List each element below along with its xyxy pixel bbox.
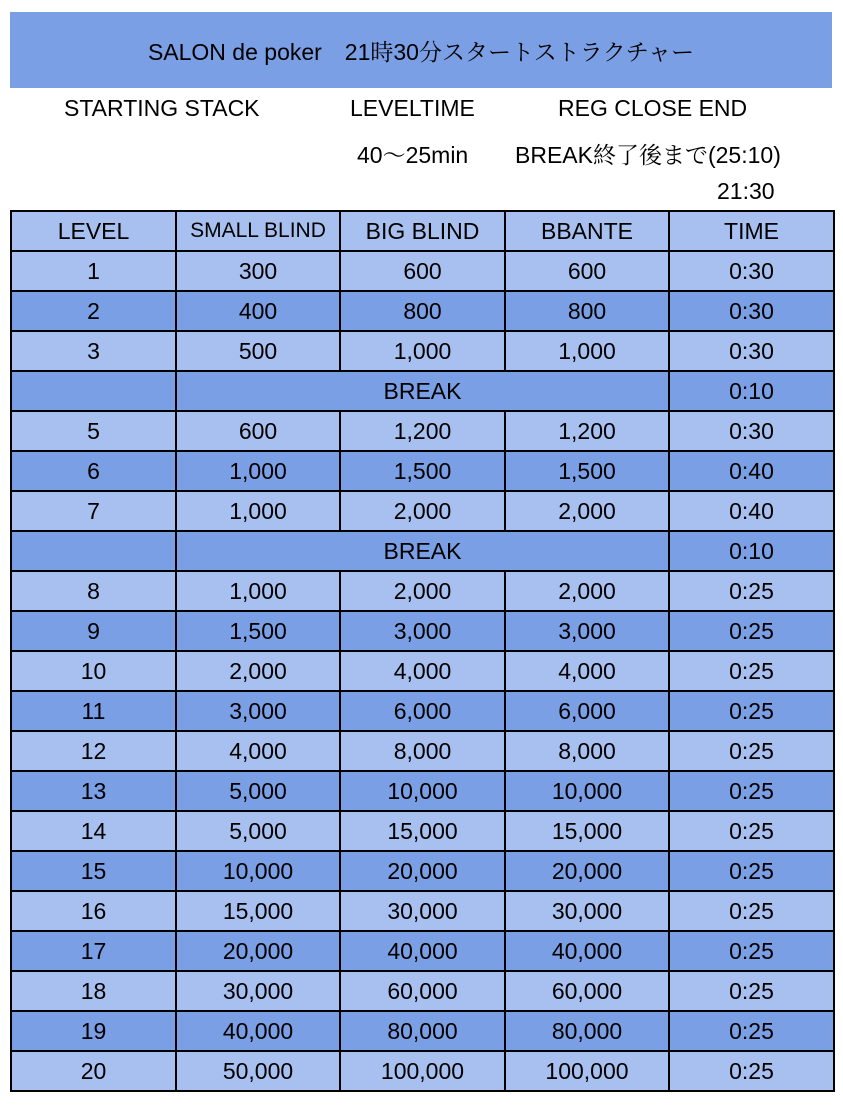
table-row (11, 811, 834, 851)
time-cell: 0:25 (669, 771, 834, 811)
level-cell: 13 (11, 771, 176, 811)
table-row (11, 491, 834, 531)
small-blind-cell: 2,000 (176, 651, 340, 691)
break-level-cell (11, 531, 176, 571)
big-blind-cell: 800 (340, 291, 505, 331)
big-blind-cell: 15,000 (340, 811, 505, 851)
table-row (11, 571, 834, 611)
header-big-blind: BIG BLIND (340, 211, 505, 251)
big-blind-cell: 40,000 (340, 931, 505, 971)
level-cell: 7 (11, 491, 176, 531)
big-blind-cell: 600 (340, 251, 505, 291)
small-blind-cell: 1,000 (176, 571, 340, 611)
reg-close-label: REG CLOSE END (558, 95, 748, 121)
small-blind-cell: 1,000 (176, 451, 340, 491)
level-cell: 10 (11, 651, 176, 691)
time-cell: 0:25 (669, 811, 834, 851)
header-level: LEVEL (11, 211, 176, 251)
small-blind-cell: 20,000 (176, 931, 340, 971)
time-cell: 0:25 (669, 851, 834, 891)
table-row (11, 1051, 834, 1091)
break-label: BREAK (176, 531, 669, 571)
leveltime-value: 40〜25min (357, 142, 469, 168)
level-cell: 18 (11, 971, 176, 1011)
table-row (11, 611, 834, 651)
level-cell: 11 (11, 691, 176, 731)
time-cell: 0:30 (669, 331, 834, 371)
big-blind-cell: 60,000 (340, 971, 505, 1011)
time-cell: 0:25 (669, 931, 834, 971)
time-cell: 0:25 (669, 571, 834, 611)
page-title: SALON de poker 21時30分スタートストラクチャー (147, 38, 695, 65)
big-blind-cell: 1,000 (340, 331, 505, 371)
bbante-cell: 1,200 (505, 411, 669, 451)
bbante-cell: 100,000 (505, 1051, 669, 1091)
table-row (11, 891, 834, 931)
small-blind-cell: 10,000 (176, 851, 340, 891)
small-blind-cell: 1,000 (176, 491, 340, 531)
time-cell: 0:30 (669, 411, 834, 451)
blind-structure-table (10, 210, 835, 1092)
starting-stack-label: STARTING STACK (64, 95, 260, 121)
small-blind-cell: 40,000 (176, 1011, 340, 1051)
leveltime-label: LEVELTIME (350, 95, 475, 121)
big-blind-cell: 30,000 (340, 891, 505, 931)
title-bar (10, 12, 832, 88)
bbante-cell: 6,000 (505, 691, 669, 731)
level-cell: 9 (11, 611, 176, 651)
table-row (11, 931, 834, 971)
bbante-cell: 60,000 (505, 971, 669, 1011)
small-blind-cell: 600 (176, 411, 340, 451)
table-row (11, 691, 834, 731)
level-cell: 14 (11, 811, 176, 851)
time-cell: 0:25 (669, 971, 834, 1011)
bbante-cell: 3,000 (505, 611, 669, 651)
table-row (11, 331, 834, 371)
table-row (11, 251, 834, 291)
bbante-cell: 4,000 (505, 651, 669, 691)
small-blind-cell: 300 (176, 251, 340, 291)
header-time: TIME (669, 211, 834, 251)
level-cell: 17 (11, 931, 176, 971)
time-cell: 0:30 (669, 251, 834, 291)
bbante-cell: 800 (505, 291, 669, 331)
bbante-cell: 2,000 (505, 491, 669, 531)
time-cell: 0:10 (669, 371, 834, 411)
small-blind-cell: 500 (176, 331, 340, 371)
big-blind-cell: 3,000 (340, 611, 505, 651)
small-blind-cell: 50,000 (176, 1051, 340, 1091)
header-small-blind: SMALL BLIND (176, 211, 340, 251)
break-level-cell (11, 371, 176, 411)
bbante-cell: 2,000 (505, 571, 669, 611)
time-cell: 0:25 (669, 1011, 834, 1051)
bbante-cell: 40,000 (505, 931, 669, 971)
table-row (11, 411, 834, 451)
bbante-cell: 10,000 (505, 771, 669, 811)
table-row (11, 971, 834, 1011)
level-cell: 5 (11, 411, 176, 451)
big-blind-cell: 20,000 (340, 851, 505, 891)
small-blind-cell: 5,000 (176, 811, 340, 851)
break-row (11, 371, 834, 411)
level-cell: 3 (11, 331, 176, 371)
small-blind-cell: 1,500 (176, 611, 340, 651)
level-cell: 2 (11, 291, 176, 331)
time-cell: 0:25 (669, 651, 834, 691)
start-time: 21:30 (717, 178, 775, 204)
big-blind-cell: 4,000 (340, 651, 505, 691)
level-cell: 1 (11, 251, 176, 291)
time-cell: 0:25 (669, 891, 834, 931)
bbante-cell: 1,500 (505, 451, 669, 491)
small-blind-cell: 400 (176, 291, 340, 331)
time-cell: 0:30 (669, 291, 834, 331)
small-blind-cell: 30,000 (176, 971, 340, 1011)
time-cell: 0:25 (669, 691, 834, 731)
bbante-cell: 600 (505, 251, 669, 291)
time-cell: 0:40 (669, 491, 834, 531)
bbante-cell: 1,000 (505, 331, 669, 371)
small-blind-cell: 4,000 (176, 731, 340, 771)
bbante-cell: 30,000 (505, 891, 669, 931)
big-blind-cell: 2,000 (340, 571, 505, 611)
big-blind-cell: 1,200 (340, 411, 505, 451)
bbante-cell: 8,000 (505, 731, 669, 771)
table-row (11, 451, 834, 491)
level-cell: 15 (11, 851, 176, 891)
level-cell: 19 (11, 1011, 176, 1051)
table-row (11, 651, 834, 691)
table-header-row (11, 211, 834, 251)
table-row (11, 731, 834, 771)
table-row (11, 1011, 834, 1051)
table-body (11, 251, 834, 1091)
table-row (11, 291, 834, 331)
time-cell: 0:10 (669, 531, 834, 571)
big-blind-cell: 6,000 (340, 691, 505, 731)
small-blind-cell: 15,000 (176, 891, 340, 931)
small-blind-cell: 5,000 (176, 771, 340, 811)
header-bbante: BBANTE (505, 211, 669, 251)
reg-close-value: BREAK終了後まで(25:10) (515, 142, 781, 168)
bbante-cell: 15,000 (505, 811, 669, 851)
bbante-cell: 20,000 (505, 851, 669, 891)
level-cell: 20 (11, 1051, 176, 1091)
break-label: BREAK (176, 371, 669, 411)
big-blind-cell: 10,000 (340, 771, 505, 811)
time-cell: 0:25 (669, 1051, 834, 1091)
time-cell: 0:25 (669, 611, 834, 651)
small-blind-cell: 3,000 (176, 691, 340, 731)
level-cell: 12 (11, 731, 176, 771)
break-row (11, 531, 834, 571)
table-row (11, 771, 834, 811)
time-cell: 0:40 (669, 451, 834, 491)
big-blind-cell: 80,000 (340, 1011, 505, 1051)
big-blind-cell: 1,500 (340, 451, 505, 491)
big-blind-cell: 100,000 (340, 1051, 505, 1091)
bbante-cell: 80,000 (505, 1011, 669, 1051)
big-blind-cell: 2,000 (340, 491, 505, 531)
table-row (11, 851, 834, 891)
level-cell: 6 (11, 451, 176, 491)
level-cell: 8 (11, 571, 176, 611)
level-cell: 16 (11, 891, 176, 931)
time-cell: 0:25 (669, 731, 834, 771)
big-blind-cell: 8,000 (340, 731, 505, 771)
